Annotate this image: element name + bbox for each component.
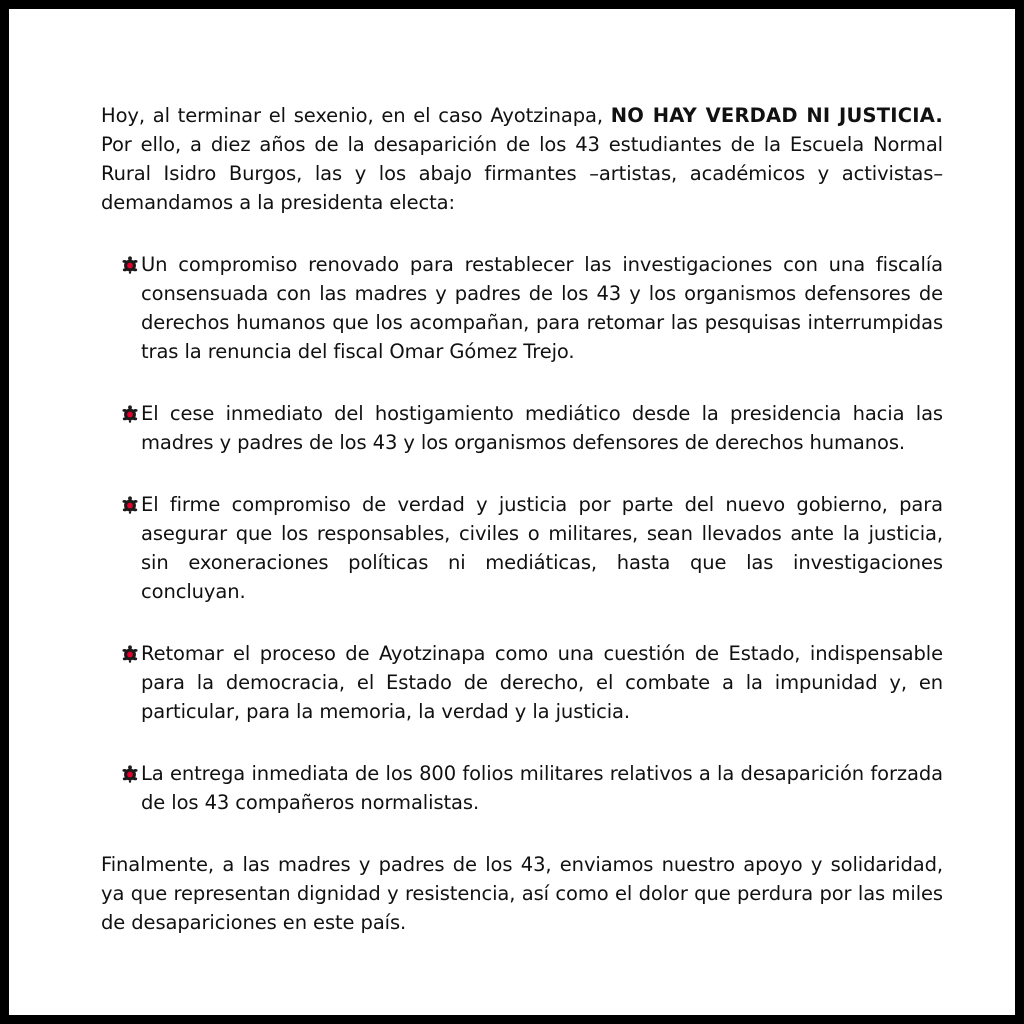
intro-paragraph (101, 101, 943, 217)
document-body (101, 101, 943, 937)
closing-paragraph: Finalmente, a las madres y padres de los 43, enviamos nuestro apoyo y solidaridad, ya que representan dignidad y resistencia, así como el dolor que perdura por las miles de desapariciones en este país. (101, 853, 943, 934)
turtle-icon (121, 645, 139, 663)
demand-text: Un compromiso renovado para restablecer las investigaciones con una fiscalía consensuada con las madres y padres de los 43 y los organismos defensores de derechos humanos que los acompañan, para retomar las pesquisas interrumpidas tras la renuncia del fiscal Omar Gómez Trejo. (141, 253, 943, 363)
intro-emphasis: NO HAY VERDAD NI JUSTICIA. (610, 104, 943, 127)
turtle-icon (121, 256, 139, 274)
demand-item (101, 759, 943, 817)
intro-rest: Por ello, a diez años de la desaparición de los 43 estudiantes de la Escuela Normal Rural Isidro Burgos, las y los abajo firmantes –artistas, académicos y activistas– demandamos a la presidenta electa: (101, 133, 943, 214)
demand-item (101, 639, 943, 726)
demand-item (101, 490, 943, 606)
demand-text: El cese inmediato del hostigamiento mediático desde la presidencia hacia las madres y padres de los 43 y los organismos defensores de derechos humanos. (141, 402, 943, 454)
demand-item (101, 399, 943, 457)
demand-text: La entrega inmediata de los 800 folios militares relativos a la desaparición forzada de los 43 compañeros normalistas. (141, 762, 943, 814)
demand-item (101, 250, 943, 366)
turtle-icon (121, 496, 139, 514)
intro-text: Hoy, al terminar el sexenio, en el caso Ayotzinapa, (101, 104, 611, 127)
turtle-icon (121, 405, 139, 423)
demands-list (101, 250, 943, 817)
turtle-icon (121, 765, 139, 783)
demand-text: El firme compromiso de verdad y justicia por parte del nuevo gobierno, para asegurar que los responsables, civiles o militares, sean llevados ante la justicia, sin exoneraciones políticas ni mediáticas, hasta que las investigaciones concluyan. (141, 493, 943, 603)
demand-text: Retomar el proceso de Ayotzinapa como una cuestión de Estado, indispensable para la democracia, el Estado de derecho, el combate a la impunidad y, en particular, para la memoria, la verdad y la justicia. (141, 642, 943, 723)
